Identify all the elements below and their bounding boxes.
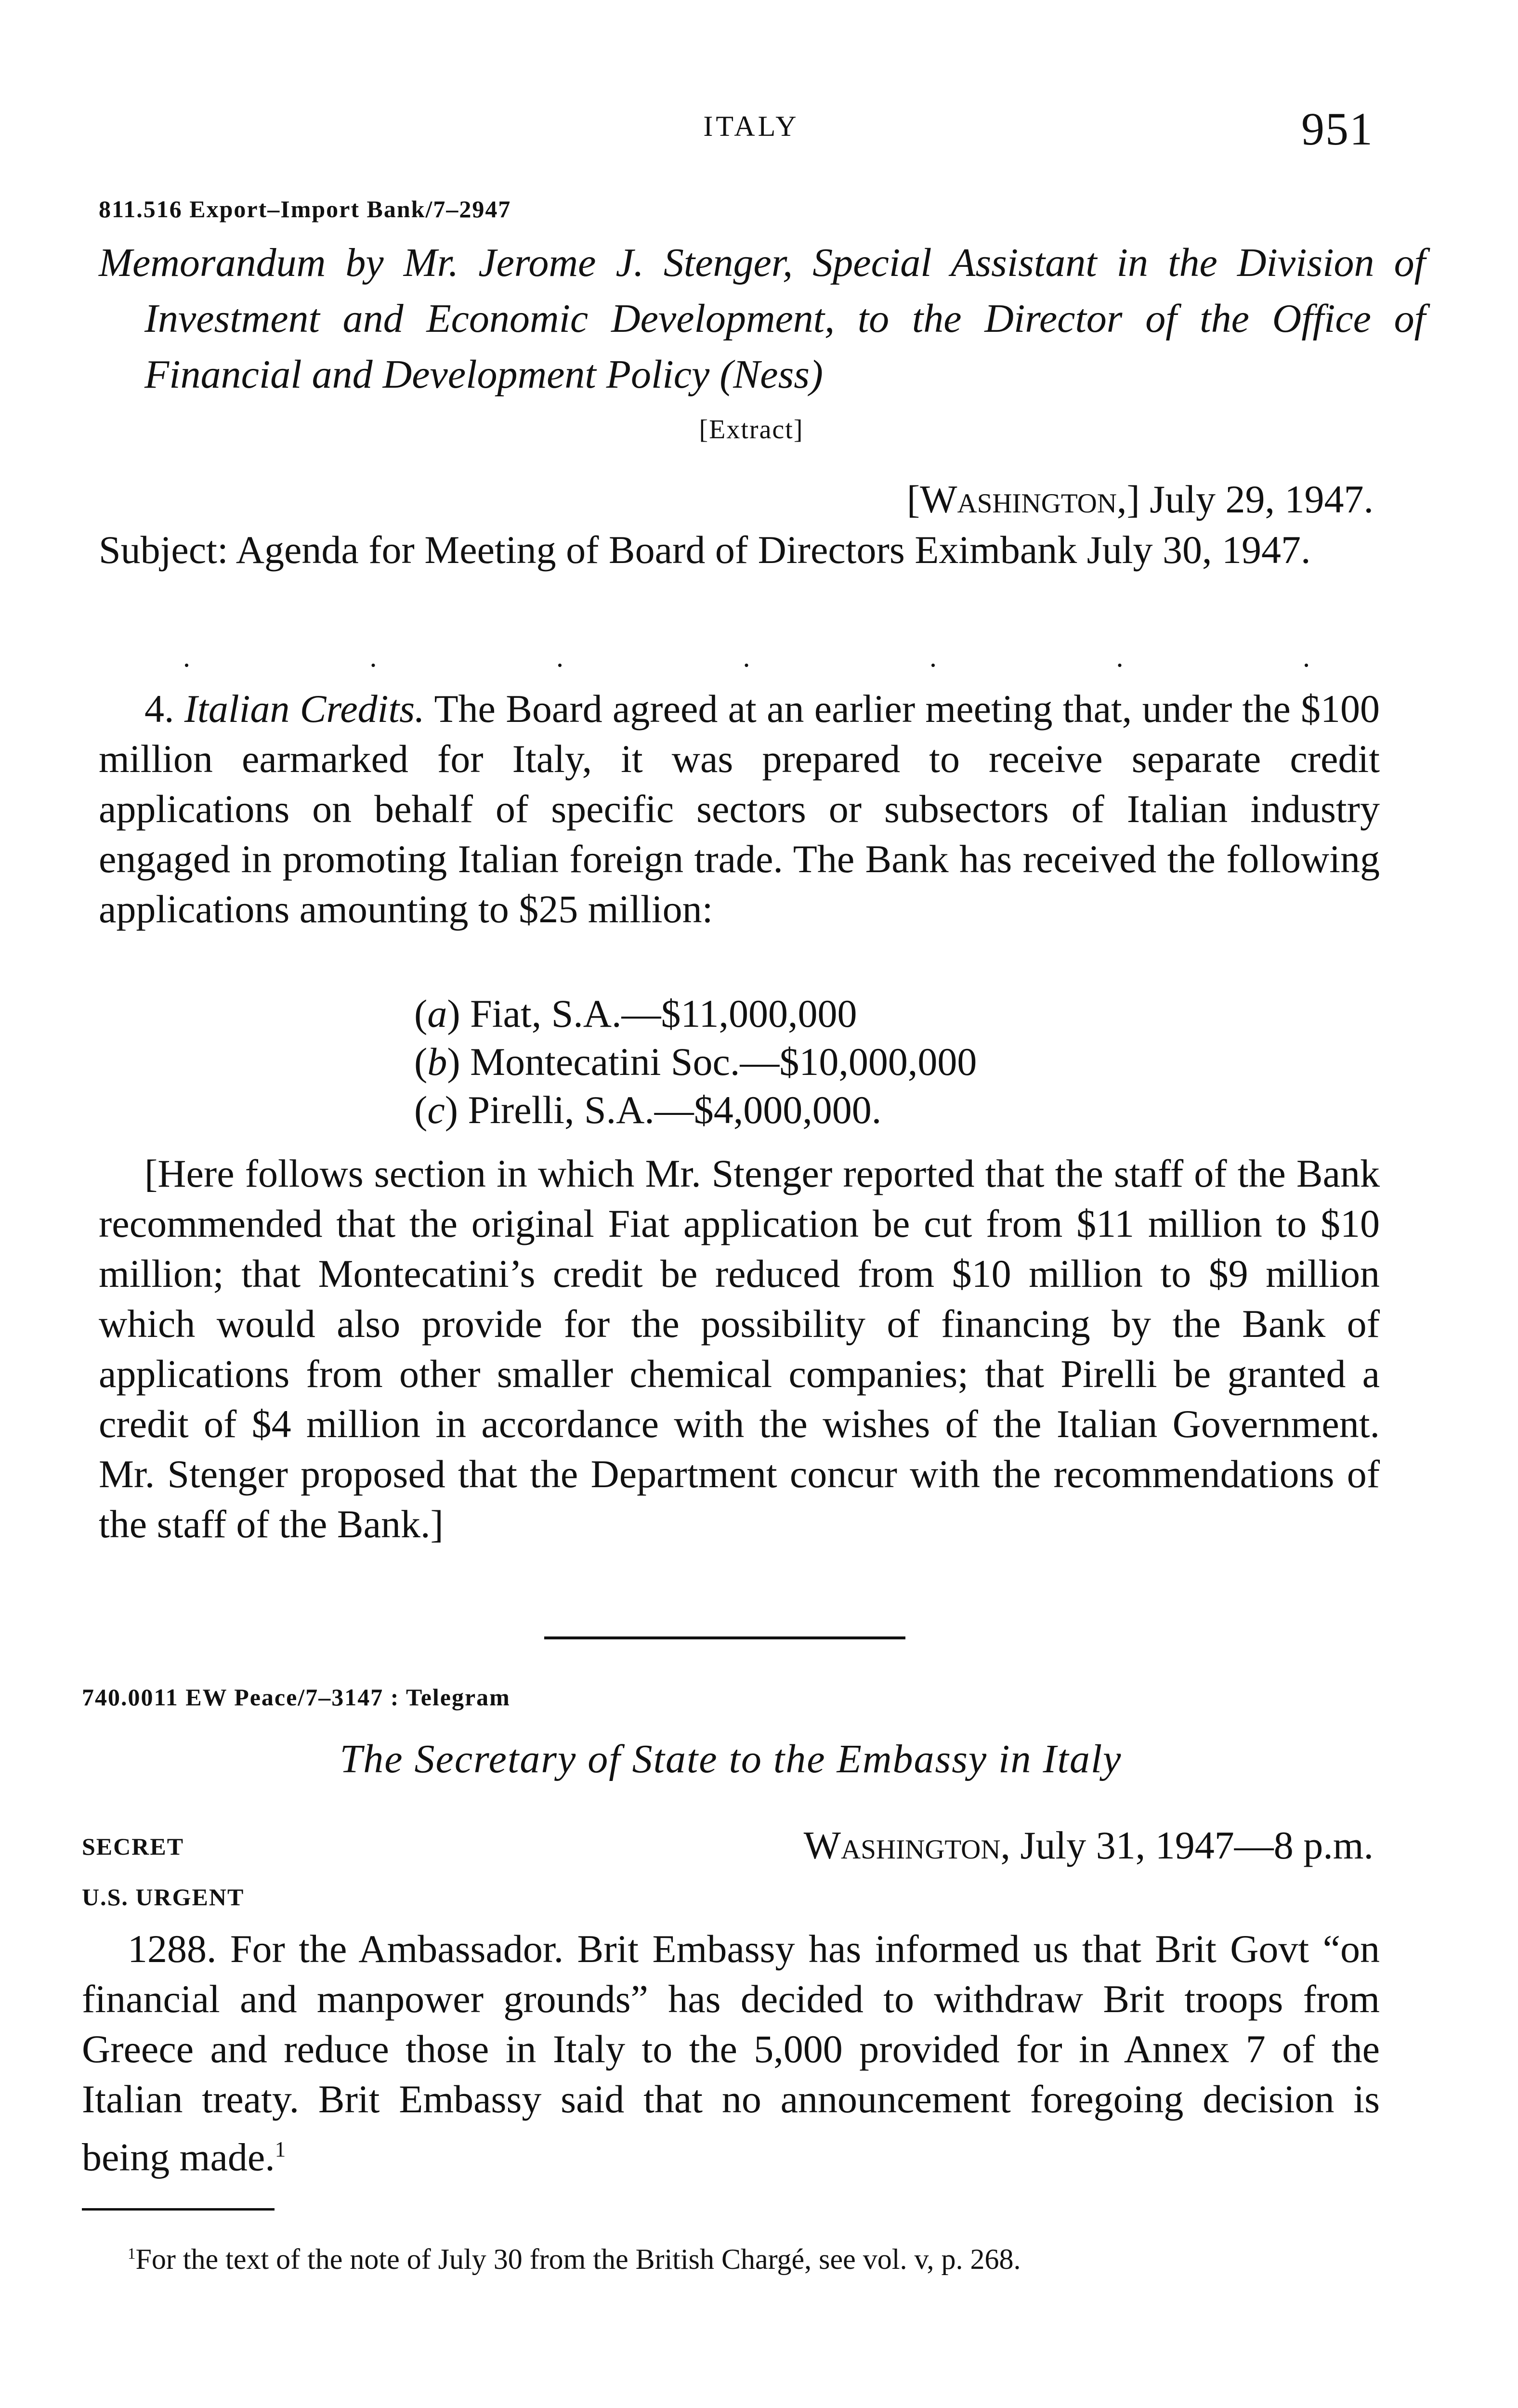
omission-dot: . [1303,641,1310,673]
omission-dot: . [1116,641,1124,673]
subject-label: Subject: [99,528,228,572]
omission-dot: . [369,641,377,673]
dateline-date: July 29, 1947. [1150,477,1374,521]
item-number: 4. [144,687,174,731]
footnote-divider [82,2208,275,2211]
list-letter: a [427,992,447,1035]
list-letter: b [427,1040,447,1084]
list-item: (b) Montecatini Soc.—$10,000,000 [414,1040,977,1084]
doc2-file-ref: 740.0011 EW Peace/7–3147 : Telegram [82,1684,510,1711]
page-number: 951 [1301,103,1374,155]
item-text: The Board agreed at an earlier meeting that, under the $100 million earmarked for Italy, it was prepared to receive separate credit applications on behalf of specific sectors or subsectors of Italian industry engaged in promoting Italian foreign trade. The Bank has received the following applications amounting to $25 million: [99,687,1380,931]
classification: SECRET [82,1833,184,1860]
omission-dot: . [743,641,750,673]
list-text: Fiat, S.A.—$11,000,000 [470,992,857,1035]
omission-dot: . [183,641,190,673]
subject-text: Agenda for Meeting of Board of Directors Eximbank July 30, 1947. [236,528,1311,572]
footnote [128,2235,1380,2278]
doc1-file-ref: 811.516 Export–Import Bank/7–2947 [99,196,511,222]
list-item: (a) Fiat, S.A.—$11,000,000 [414,992,857,1035]
footnote-marker: 1 [128,2245,136,2263]
dateline-place: [Washington,] [906,477,1140,521]
dateline-place: Washington, [803,1823,1011,1867]
doc1-item-4 [99,684,1380,934]
message-number: 1288. [128,1927,217,1971]
footnote-ref: 1 [275,2137,286,2161]
list-text: Montecatini Soc.—$10,000,000 [470,1040,977,1084]
doc1-editorial-note: [Here follows section in which Mr. Stenger reported that the staff of the Bank recommended that the original Fiat application be cut from $11 million to $10 million; that Montecatini’s credit be reduced from $10 million to $9 million which would also provide for the possibility of financing by the Bank of applications from other smaller chemical companies; that Pirelli be granted a credit of $4 million in accordance with the wishes of the Italian Government. Mr. Stenger proposed that the Department concur with the recommendations of the staff of the Bank.] [99,1152,1380,1546]
doc1-title: Memorandum by Mr. Jerome J. Stenger, Special Assistant in the Division of Investment and Economic Development, to the Director of the Office of Financial and Development Policy (Ness) [99,240,1426,397]
doc1-dateline [907,474,1374,524]
list-text: Pirelli, S.A.—$4,000,000. [468,1088,882,1132]
doc2-title: The Secretary of State to the Embassy in Italy [340,1737,1122,1781]
section-divider [544,1636,905,1639]
doc2-message [82,1924,1380,2182]
omission-dot: . [556,641,563,673]
doc1-extract-label: [Extract] [699,415,804,445]
list-item: (c) Pirelli, S.A.—$4,000,000. [414,1088,882,1132]
message-text: For the Ambassador. Brit Embassy has informed us that Brit Govt “on financial and manpower grounds” has decided to withdraw Brit troops from Greece and reduce those in Italy to the 5,000 provided for in Annex 7 of the Italian treaty. Brit Embassy said that no announcement foregoing decision is being made. [82,1927,1380,2179]
dateline-date: July 31, 1947—8 p.m. [1020,1823,1374,1867]
footnote-text: For the text of the note of July 30 from the British Chargé, see vol. v, p. 268. [135,2243,1021,2275]
item-heading: Italian Credits. [184,687,425,731]
running-title: ITALY [703,110,799,142]
doc1-subject [99,525,1426,575]
doc2-dateline [804,1820,1374,1871]
omission-dot: . [929,641,937,673]
omission-dots [183,641,1310,674]
applications-list [414,990,977,1134]
precedence: U.S. URGENT [82,1884,245,1911]
list-letter: c [427,1088,445,1132]
